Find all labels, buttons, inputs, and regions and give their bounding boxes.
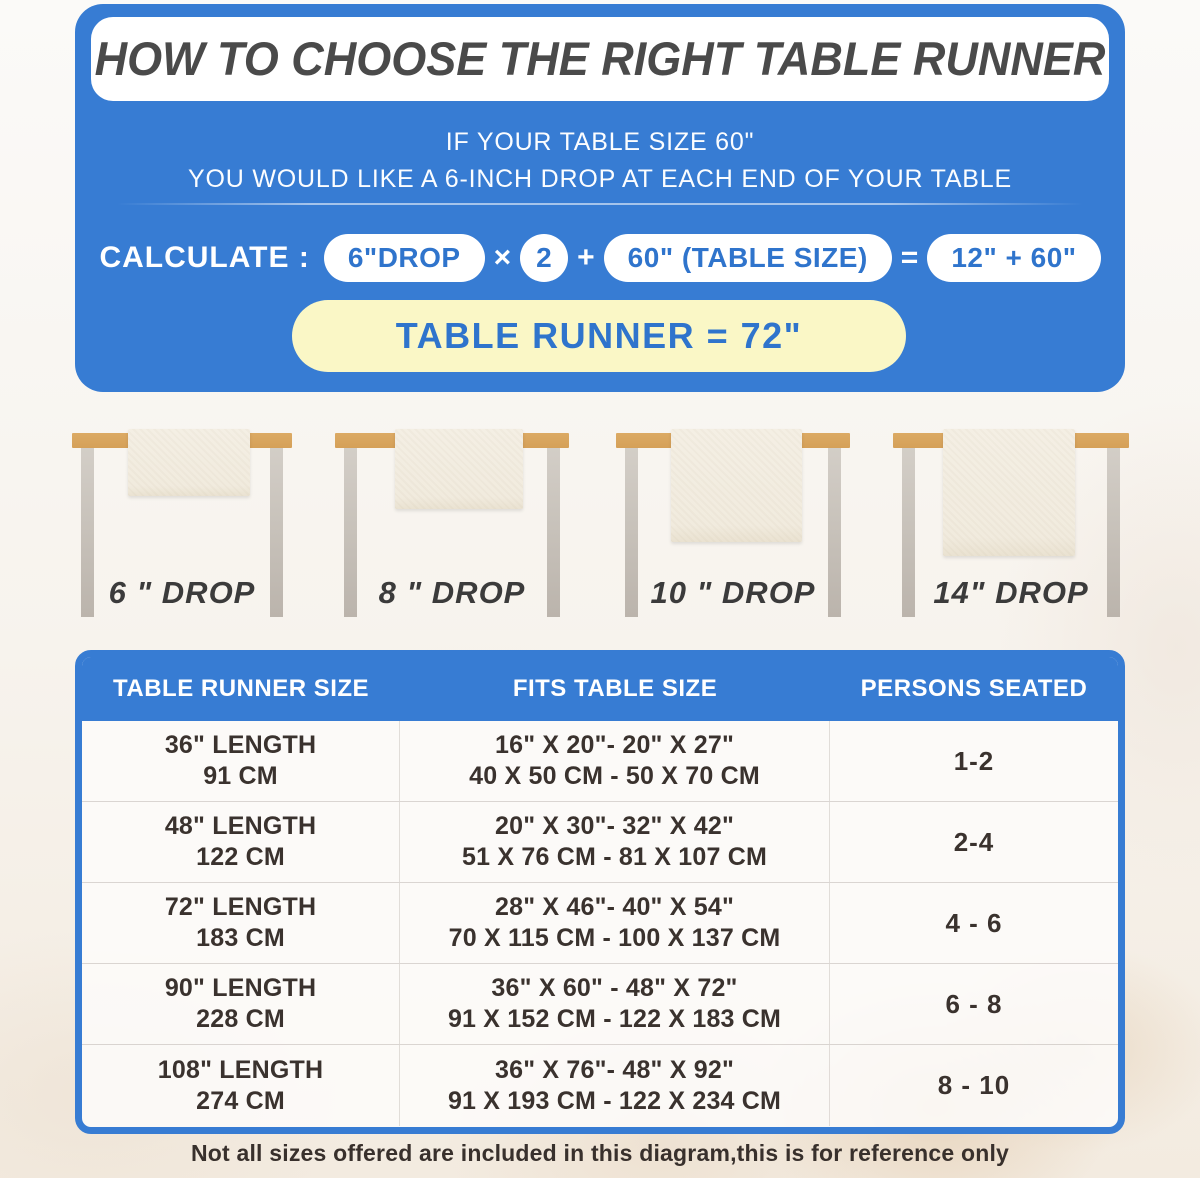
table-size-chip: 60" (TABLE SIZE) (604, 234, 892, 282)
reference-disclaimer: Not all sizes offered are included in this diagram,this is for reference only (190, 1140, 1010, 1166)
column-header-fits-table: FITS TABLE SIZE (512, 675, 718, 702)
runner-size-inches: 108" LENGTH (157, 1055, 324, 1084)
drop-example-8in (335, 425, 569, 640)
table-runner-cloth (128, 429, 250, 496)
runner-size-inches: 72" LENGTH (164, 893, 317, 921)
table-row (82, 1045, 1118, 1126)
table-runner-cloth (395, 429, 523, 509)
drop-value-chip: 6"DROP (324, 234, 485, 282)
drop-example-10in (616, 425, 850, 640)
runner-size-inches: 36" LENGTH (164, 731, 317, 759)
persons-seated: 2-4 (953, 826, 995, 857)
table-row (82, 721, 1118, 802)
fits-table-cm: 40 X 50 CM - 50 X 70 CM (469, 762, 760, 790)
size-chart (75, 650, 1125, 1134)
runner-size-inches: 90" LENGTH (164, 974, 317, 1002)
size-chart-header (82, 657, 1118, 721)
runner-size-cm: 228 CM (196, 1005, 285, 1033)
persons-seated: 8 - 10 (937, 1070, 1011, 1100)
title-box (91, 17, 1109, 101)
table-row (82, 964, 1118, 1045)
persons-seated: 1-2 (953, 745, 995, 776)
runner-size-cell (82, 883, 400, 963)
subtitle-line-2: YOU WOULD LIKE A 6-INCH DROP AT EACH END OF YOUR TABLE (188, 165, 1012, 193)
table-row (82, 802, 1118, 883)
column-header-persons: PERSONS SEATED (860, 675, 1088, 702)
drop-label: 6 " DROP (108, 575, 256, 610)
drop-label: 10 " DROP (650, 575, 816, 610)
fits-table-inches: 28" X 46"- 40" X 54" (494, 893, 735, 921)
runner-size-cell (82, 964, 400, 1044)
persons-seated: 6 - 8 (945, 988, 1003, 1019)
fits-table-cm: 70 X 115 CM - 100 X 137 CM (448, 924, 781, 952)
table-row (82, 883, 1118, 964)
subtitle-divider (117, 203, 1083, 205)
persons-cell (830, 883, 1118, 963)
persons-seated: 4 - 6 (945, 907, 1003, 938)
fits-table-cell (400, 883, 830, 963)
table-runner-cloth (943, 429, 1075, 556)
table-runner-cloth (671, 429, 802, 542)
drop-label: 8 " DROP (378, 575, 526, 610)
fits-table-inches: 20" X 30"- 32" X 42" (494, 812, 735, 840)
runner-size-cm: 91 CM (203, 762, 278, 790)
drop-example-14in (893, 425, 1129, 640)
fits-table-cm: 51 X 76 CM - 81 X 107 CM (462, 843, 767, 871)
runner-size-cm: 122 CM (196, 843, 285, 871)
fits-table-cell (400, 802, 830, 882)
persons-cell (830, 964, 1118, 1044)
multiply-sign: × (493, 241, 512, 274)
drop-example-6in (72, 425, 292, 640)
fits-table-cell (400, 964, 830, 1044)
plus-sign: + (577, 241, 595, 274)
persons-cell (830, 721, 1118, 801)
fits-table-cell (400, 1045, 830, 1126)
subtitle-line-1: IF YOUR TABLE SIZE 60" (445, 128, 755, 156)
fits-table-cell (400, 721, 830, 801)
runner-size-cm: 183 CM (196, 924, 285, 952)
fits-table-cm: 91 X 152 CM - 122 X 183 CM (447, 1005, 782, 1033)
equals-sign: = (900, 241, 919, 274)
sum-chip: 12" + 60" (927, 234, 1100, 282)
header-banner (75, 4, 1125, 392)
persons-cell (830, 802, 1118, 882)
fits-table-inches: 36" X 60" - 48" X 72" (491, 974, 738, 1002)
calculation-formula (75, 233, 1125, 283)
drop-label: 14" DROP (933, 575, 1089, 610)
fits-table-inches: 16" X 20"- 20" X 27" (494, 731, 735, 759)
runner-result-pill: TABLE RUNNER = 72" (292, 300, 906, 372)
runner-size-cell (82, 1045, 400, 1126)
runner-size-inches: 48" LENGTH (164, 812, 317, 840)
persons-cell (830, 1045, 1118, 1126)
runner-size-cell (82, 721, 400, 801)
page-title: HOW TO CHOOSE THE RIGHT TABLE RUNNER (94, 31, 1106, 86)
fits-table-inches: 36" X 76"- 48" X 92" (494, 1055, 735, 1084)
runner-size-cm: 274 CM (196, 1086, 285, 1115)
fits-table-cm: 91 X 193 CM - 122 X 234 CM (447, 1086, 782, 1115)
drop-examples-row (0, 425, 1200, 640)
runner-size-cell (82, 802, 400, 882)
multiplier-chip: 2 (520, 234, 568, 282)
calculate-label: CALCULATE : (99, 241, 310, 274)
column-header-runner-size: TABLE RUNNER SIZE (112, 675, 370, 702)
